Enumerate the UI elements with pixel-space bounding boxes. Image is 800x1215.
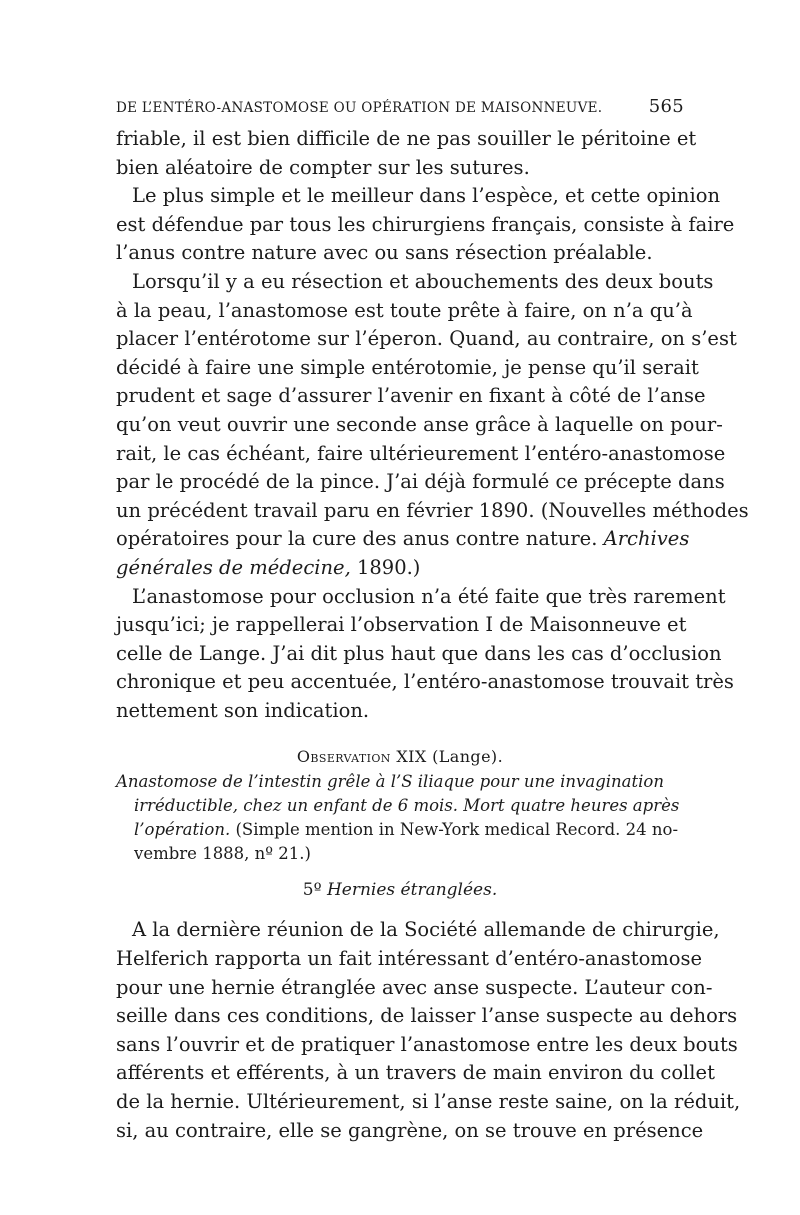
- text-line: à la peau, l’anastomose est toute prête à faire, on n’a qu’à: [116, 298, 693, 322]
- text-line: de la hernie. Ultérieurement, si l’anse reste saine, on la réduit,: [116, 1090, 741, 1114]
- text-segment: opératoires pour la cure des anus contre nature.: [116, 527, 598, 551]
- text-line: celle de Lange. J’ai dit plus haut que dans les cas d’occlusion: [116, 641, 722, 665]
- italic-segment: Archives: [603, 527, 690, 551]
- italic-segment: générales de médecine,: [116, 555, 351, 579]
- text-line: Lorsqu’il y a eu résection et abouchements des deux bouts: [132, 269, 714, 293]
- text-line: décidé à faire une simple entérotomie, je pense qu’il serait: [116, 355, 699, 379]
- text-line: chronique et peu accentuée, l’entéro-anastomose trouvait très: [116, 670, 734, 694]
- section-heading: [116, 880, 684, 900]
- italic-segment: irréductible, chez un enfant de 6 mois. Mort quatre heures après: [134, 796, 680, 816]
- running-header: [116, 96, 684, 117]
- book-page: [116, 96, 749, 1145]
- text-line: [116, 794, 684, 818]
- section-title: Hernies étranglées.: [326, 880, 498, 901]
- italic-segment: Anastomose de l’intestin grêle à l’S iliaque pour une invagination: [116, 772, 664, 792]
- text-line: [116, 770, 684, 794]
- paragraph-3: [116, 268, 749, 583]
- italic-segment: l’opération.: [134, 820, 231, 840]
- text-line: jusqu’ici; je rappellerai l’observation I de Maisonneuve et: [116, 613, 687, 637]
- text-line: afférents et efférents, à un travers de main environ du collet: [116, 1061, 715, 1085]
- text-line: Helferich rapporta un fait intéressant d’entéro-anastomose: [116, 947, 703, 971]
- text-line: est défendue par tous les chirurgiens français, consiste à faire: [116, 212, 735, 236]
- running-title: DE L’ENTÉRO-ANASTOMOSE OU OPÉRATION DE MAISONNEUVE.: [116, 100, 603, 116]
- text-line: [116, 818, 684, 842]
- text-segment: 1890.): [356, 555, 421, 579]
- text-line: Le plus simple et le meilleur dans l’espèce, et cette opinion: [132, 184, 721, 208]
- observation-label: Observation: [296, 747, 391, 767]
- text-line: nettement son indication.: [116, 698, 370, 722]
- text-line: qu’on veut ouvrir une seconde anse grâce à laquelle on pour-: [116, 412, 723, 436]
- text-line: L’anastomose pour occlusion n’a été faite que très rarement: [132, 584, 726, 608]
- text-line: rait, le cas échéant, faire ultérieurement l’entéro-anastomose: [116, 441, 726, 465]
- paragraph-4: [116, 583, 734, 726]
- observation-number: XIX (Lange).: [396, 747, 504, 767]
- text-line: l’anus contre nature avec ou sans résection préalable.: [116, 241, 653, 265]
- text-line: si, au contraire, elle se gangrène, on se trouve en présence: [116, 1118, 704, 1142]
- paragraph-5: [116, 916, 741, 1145]
- text-line: seille dans ces conditions, de laisser l’anse suspecte au dehors: [116, 1004, 738, 1028]
- page-number: 565: [648, 96, 684, 117]
- section-number: 5º: [302, 880, 322, 901]
- text-line: bien aléatoire de compter sur les sutures.: [116, 155, 530, 179]
- text-line: friable, il est bien difficile de ne pas souiller le péritoine et: [116, 127, 697, 150]
- text-segment: (Simple mention in New-York medical Record. 24 no-: [235, 820, 679, 840]
- text-line: par le procédé de la pince. J’ai déjà formulé ce précepte dans: [116, 470, 725, 494]
- text-line: A la dernière réunion de la Société allemande de chirurgie,: [132, 918, 720, 942]
- text-line: sans l’ouvrir et de pratiquer l’anastomose entre les deux bouts: [116, 1032, 738, 1056]
- text-line: [116, 525, 690, 554]
- text-line: un précédent travail paru en février 1890. (Nouvelles méthodes: [116, 498, 749, 522]
- text-line: pour une hernie étranglée avec anse suspecte. L’auteur con-: [116, 975, 713, 999]
- text-line: [116, 554, 684, 583]
- text-line: prudent et sage d’assurer l’avenir en fixant à côté de l’anse: [116, 384, 706, 408]
- paragraph-2: [116, 182, 735, 268]
- paragraph-1: [116, 125, 697, 182]
- observation-summary: [116, 770, 684, 866]
- observation-heading: [116, 747, 684, 766]
- text-line: vembre 1888, nº 21.): [134, 844, 311, 864]
- text-line: placer l’entérotome sur l’éperon. Quand, au contraire, on s’est: [116, 327, 737, 351]
